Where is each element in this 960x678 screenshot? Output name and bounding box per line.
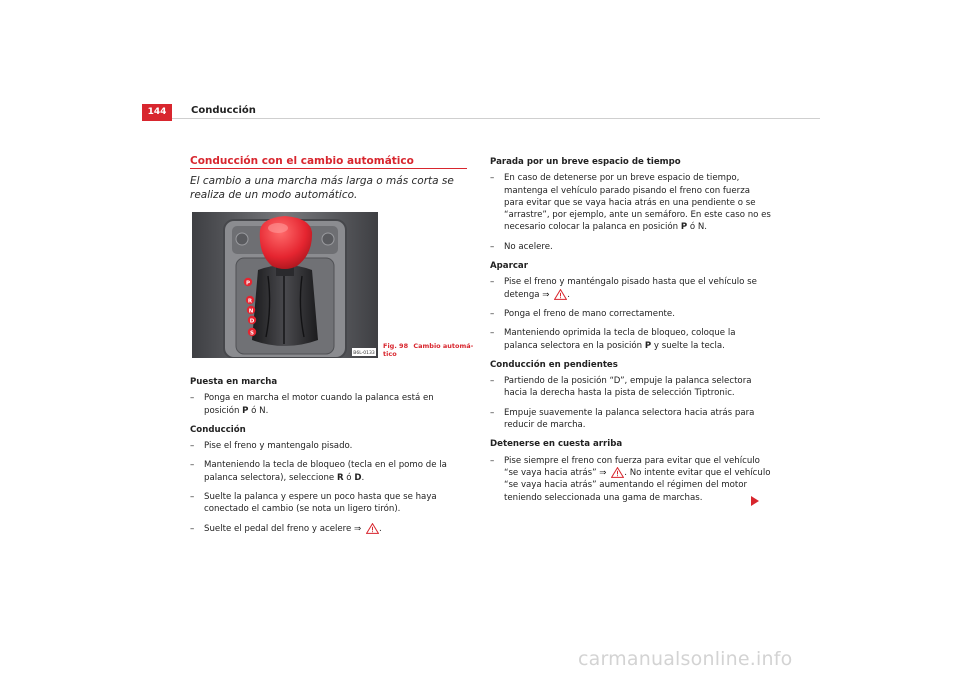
- text-block: [490, 260, 772, 352]
- instruction-text: Pise el freno y mantengalo pisado.: [204, 441, 353, 452]
- instruction-text: Manteniendo la tecla de bloqueo (tecla en el pomo de la palanca selectora), seleccione R ó D.: [204, 460, 447, 483]
- instruction-item: [190, 392, 470, 417]
- left-column: [190, 376, 470, 542]
- warning-triangle-icon: [554, 289, 567, 300]
- instruction-item: [490, 407, 772, 432]
- instruction-item: [490, 308, 772, 320]
- dash-bullet: –: [490, 241, 495, 252]
- next-page-arrow-icon[interactable]: [751, 496, 759, 506]
- dash-bullet: –: [490, 407, 495, 418]
- gear-label-d: D: [249, 318, 255, 325]
- text-block: [190, 424, 470, 535]
- instruction-text: Empuje suavemente la palanca selectora hacia atrás para reducir de marcha.: [504, 407, 755, 431]
- figure-code: B6L-0133: [353, 351, 375, 356]
- figure-caption-text: Cambio automá- tico: [383, 342, 474, 358]
- warning-triangle-icon: [366, 523, 379, 534]
- dash-bullet: –: [190, 441, 195, 452]
- instruction-item: [490, 327, 772, 352]
- subsection-heading: Puesta en marcha: [190, 377, 278, 387]
- instruction-text: Pise el freno y manténgalo pisado hasta que el vehículo se detenga ⇒ .: [504, 277, 757, 300]
- gear-label-n: N: [248, 308, 254, 315]
- gear-label-s: S: [250, 330, 254, 337]
- text-block: [490, 359, 772, 431]
- dash-bullet: –: [190, 460, 195, 471]
- text-block: [490, 438, 772, 503]
- gear-label-r: R: [247, 298, 253, 305]
- dash-bullet: –: [490, 376, 495, 387]
- instruction-text: No acelere.: [504, 241, 553, 252]
- dash-bullet: –: [490, 328, 495, 339]
- subsection-heading: Aparcar: [490, 261, 528, 272]
- instruction-item: [490, 276, 772, 301]
- watermark: carmanualsonline.info: [578, 648, 793, 670]
- dash-bullet: –: [190, 492, 195, 503]
- running-header-title: Conducción: [191, 105, 256, 116]
- page-number-badge: 144: [142, 104, 172, 121]
- instruction-item: [490, 241, 772, 253]
- right-column: [490, 156, 772, 511]
- instruction-text: En caso de detenerse por un breve espacio de tiempo, mantenga el vehículo parado pisando el freno con fuerza para evitar que se vaya hacia atrás en una pendiente o se “arrastre”, por ejemplo, ante un semáforo. En este caso no es necesario colocar la palanca en posición P ó N.: [504, 173, 771, 233]
- warning-triangle-icon: [611, 467, 624, 478]
- instruction-text: Suelte el pedal del freno y acelere ⇒ .: [204, 523, 382, 534]
- dash-bullet: –: [490, 277, 495, 288]
- instruction-text: Partiendo de la posición “D”, empuje la palanca selectora hacia la derecha hasta la pista de selección Tiptronic.: [504, 376, 752, 399]
- instruction-item: [190, 440, 470, 452]
- text-block: [490, 156, 772, 253]
- instruction-item: [490, 455, 772, 504]
- instruction-text: Ponga el freno de mano correctamente.: [504, 308, 675, 319]
- subsection-heading: Parada por un breve espacio de tiempo: [490, 157, 681, 167]
- instruction-item: [190, 523, 470, 535]
- subsection-heading: Conducción: [190, 424, 246, 435]
- dash-bullet: –: [190, 393, 195, 404]
- automatic-gearbox-illustration: [192, 212, 378, 358]
- header-divider: [172, 118, 820, 119]
- instruction-item: [490, 375, 772, 400]
- section-title: Conducción con el cambio automático: [190, 155, 414, 167]
- figure-caption: [383, 342, 473, 358]
- instruction-text: Pise siempre el freno con fuerza para evitar que el vehículo “se vaya hacia atrás” ⇒ . No intente evitar que el vehículo “se vaya hacia atrás” aumentando el régimen del motor teniendo seleccionada una gama de marchas.: [504, 455, 771, 503]
- dash-bullet: –: [490, 455, 495, 466]
- instruction-item: [490, 172, 772, 233]
- figure-caption-number: Fig. 98: [383, 342, 409, 350]
- instruction-text: Suelte la palanca y espere un poco hasta que se haya conectado el cambio (se nota un ligero tirón).: [204, 492, 437, 515]
- subsection-heading: Detenerse en cuesta arriba: [490, 439, 623, 450]
- dash-bullet: –: [490, 173, 495, 184]
- instruction-item: [190, 491, 470, 516]
- dash-bullet: –: [190, 523, 195, 534]
- section-lead: El cambio a una marcha más larga o más corta se realiza de un modo automático.: [190, 175, 454, 201]
- instruction-text: Manteniendo oprimida la tecla de bloqueo, coloque la palanca selectora en la posición P y suelte la tecla.: [504, 328, 736, 351]
- instruction-text: Ponga en marcha el motor cuando la palanca está en posición P ó N.: [204, 393, 434, 416]
- text-block: [190, 376, 470, 417]
- section-divider: [190, 168, 467, 169]
- subsection-heading: Conducción en pendientes: [490, 359, 618, 370]
- gear-selector-figure: [192, 212, 378, 358]
- instruction-item: [190, 459, 470, 484]
- gear-label-p: P: [245, 280, 251, 287]
- dash-bullet: –: [490, 308, 495, 319]
